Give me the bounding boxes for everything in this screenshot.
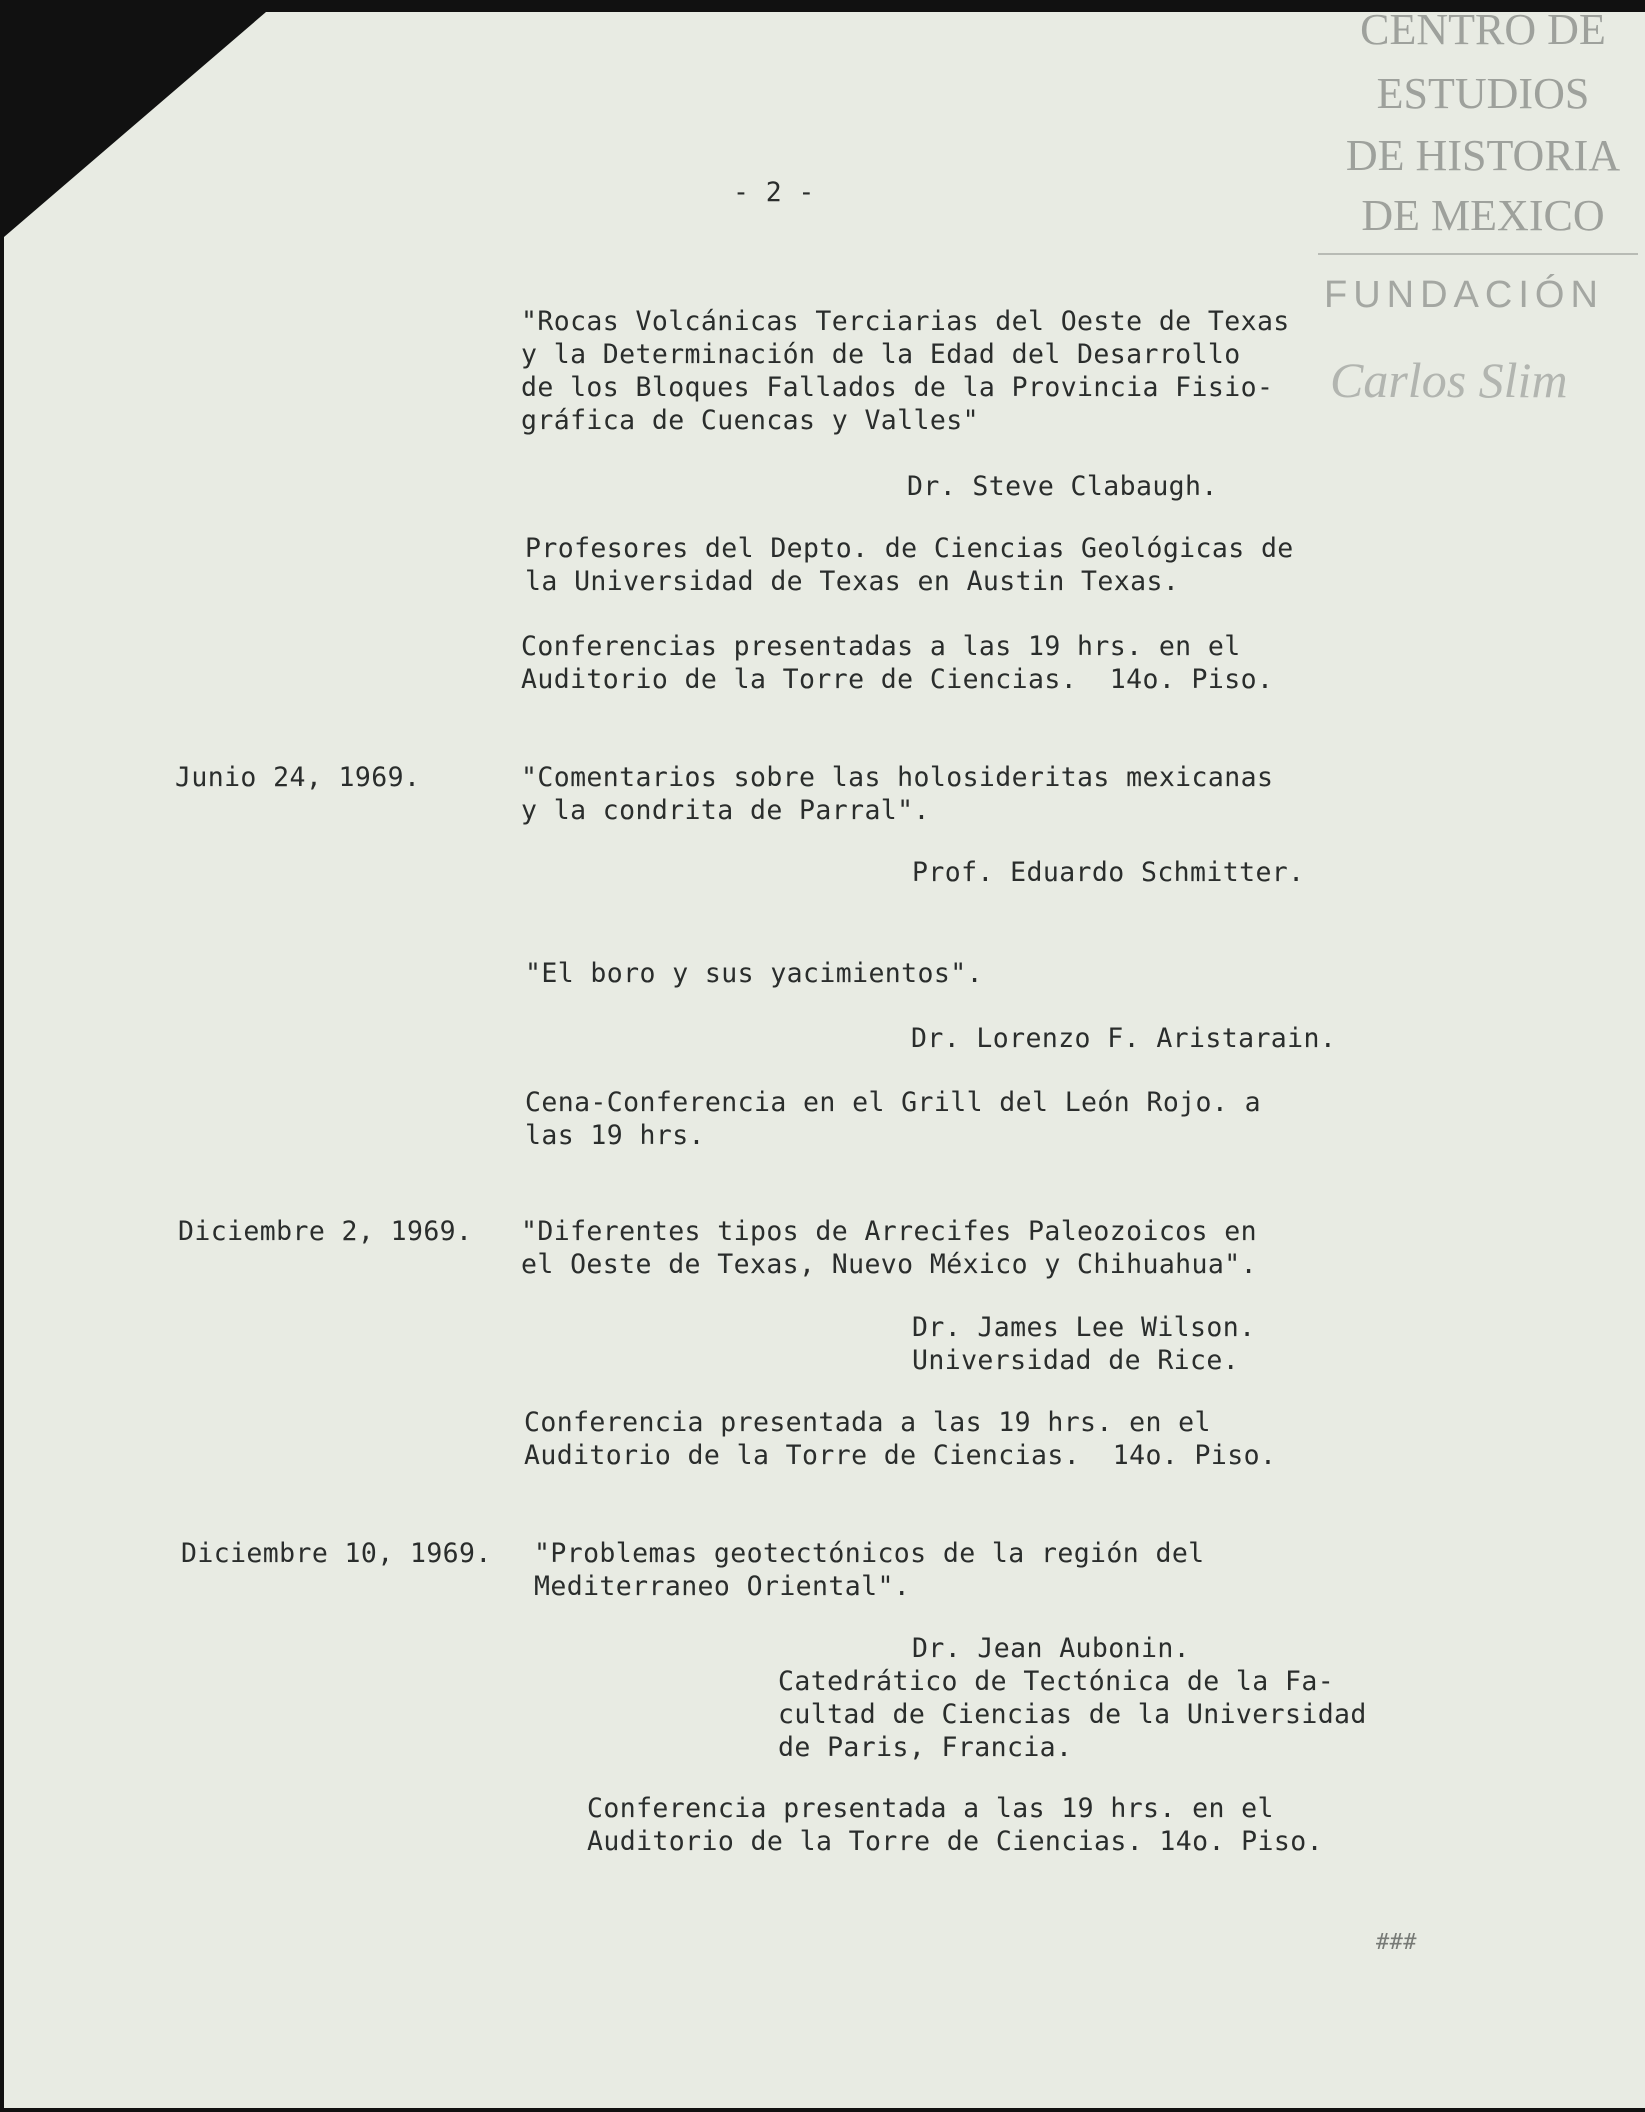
speaker-name: Dr. Steve Clabaugh. [907, 471, 1218, 502]
lecture-title: "El boro y sus yacimientos". [525, 958, 983, 989]
lecture-venue: Conferencias presentadas a las 19 hrs. en el Auditorio de la Torre de Ciencias. 14o. Piso. [521, 631, 1274, 695]
lecture-venue: Conferencia presentada a las 19 hrs. en el Auditorio de la Torre de Ciencias. 14o. Piso. [524, 1407, 1277, 1471]
lecture-title: "Rocas Volcánicas Terciarias del Oeste de Texas y la Determinación de la Edad del Desarrollo de los Bloques Fallados de la Provincia Fisio- gráfica de Cuencas y Valles" [521, 306, 1290, 436]
speaker-name: Prof. Eduardo Schmitter. [912, 857, 1305, 888]
watermark-line: DE MEXICO [1361, 191, 1605, 240]
page-number: - 2 - [733, 177, 815, 208]
lecture-date: Diciembre 2, 1969. [178, 1216, 473, 1247]
lecture-title: "Problemas geotectónicos de la región del Mediterraneo Oriental". [534, 1538, 1205, 1602]
end-mark: ### [1376, 1930, 1417, 1955]
lecture-date: Junio 24, 1969. [175, 762, 421, 793]
lecture-venue: Conferencia presentada a las 19 hrs. en el Auditorio de la Torre de Ciencias. 14o. Piso. [587, 1793, 1323, 1857]
watermark-line: DE HISTORIA [1345, 131, 1621, 180]
speaker-name: Dr. James Lee Wilson. Universidad de Rice. [912, 1312, 1256, 1376]
watermark-signature-logo: Carlos Slim [1330, 352, 1568, 408]
lecture-date: Diciembre 10, 1969. [181, 1538, 492, 1569]
lecture-venue: Cena-Conferencia en el Grill del León Rojo. a las 19 hrs. [525, 1087, 1261, 1151]
speaker-affiliation: Profesores del Depto. de Ciencias Geológicas de la Universidad de Texas en Austin Texas. [525, 533, 1294, 597]
lecture-title: "Diferentes tipos de Arrecifes Paleozoicos en el Oeste de Texas, Nuevo México y Chihuahua". [521, 1216, 1257, 1280]
speaker-name: Dr. Jean Aubonin. [912, 1633, 1191, 1664]
watermark-line: CENTRO DE [1360, 5, 1606, 54]
watermark-divider [1318, 253, 1638, 255]
watermark-line: ESTUDIOS [1376, 69, 1590, 118]
speaker-name: Dr. Lorenzo F. Aristarain. [911, 1023, 1337, 1054]
watermark-foundation: FUNDACIÓN [1324, 274, 1604, 316]
lecture-title: "Comentarios sobre las holosideritas mexicanas y la condrita de Parral". [521, 762, 1274, 826]
speaker-affiliation: Catedrático de Tectónica de la Fa- cultad de Ciencias de la Universidad de Paris, Francia. [778, 1666, 1367, 1763]
